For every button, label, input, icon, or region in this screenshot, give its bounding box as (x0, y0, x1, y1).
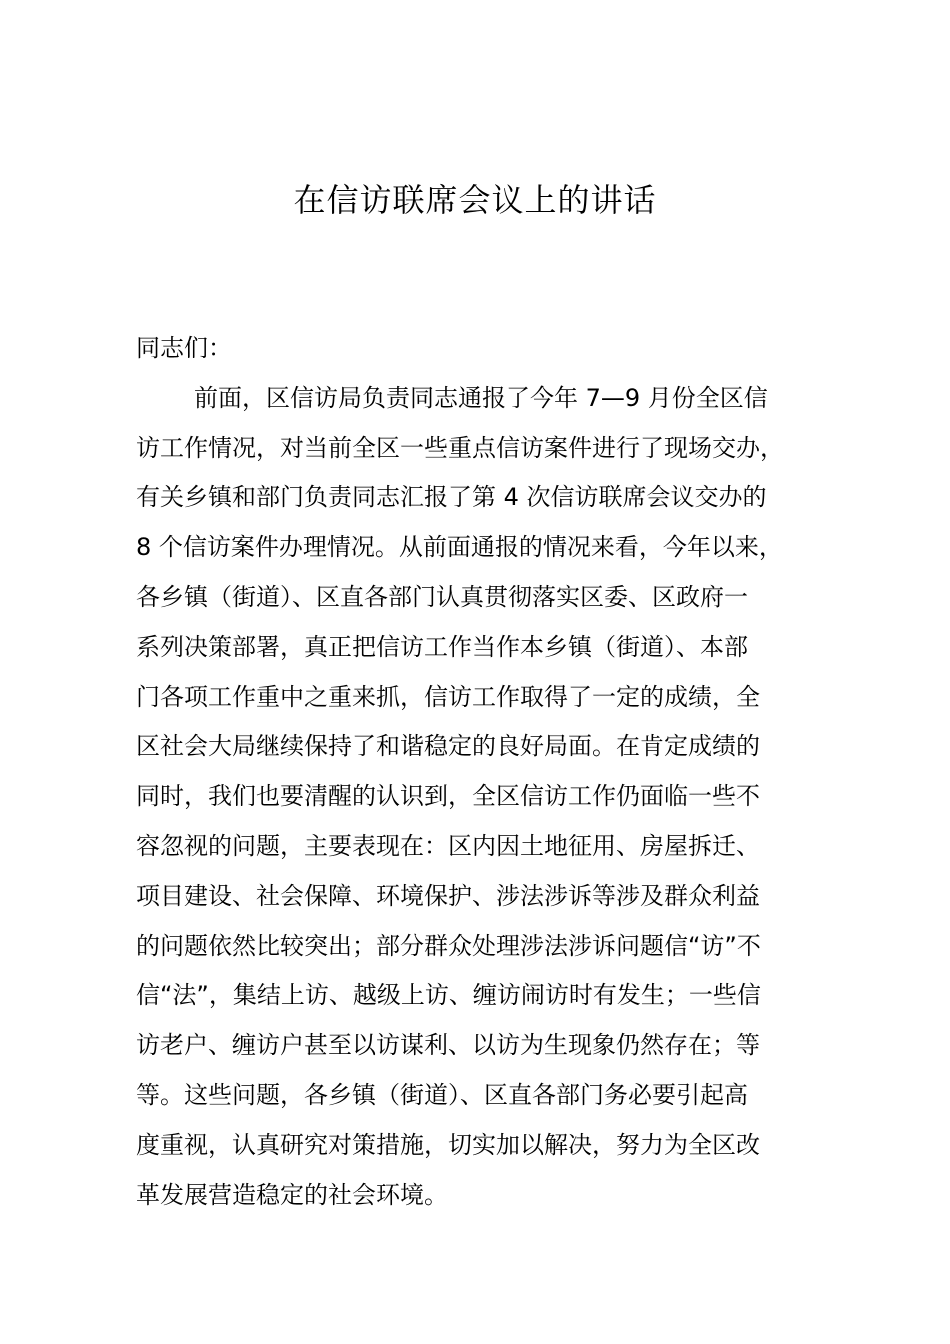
paragraph-line: 等。这些问题，各乡镇（街道）、区直各部门务必要引起高 (136, 1080, 748, 1109)
paragraph-line: 信“法”，集结上访、越级上访、缠访闹访时有发生；一些信 (136, 981, 761, 1010)
paragraph-line: 区社会大局继续保持了和谐稳定的良好局面。在肯定成绩的 (136, 732, 760, 761)
paragraph-line: 同时，我们也要清醒的认识到，全区信访工作仍面临一些不 (136, 782, 760, 811)
paragraph-line: 访老户、缠访户甚至以访谋利、以访为生现象仍然存在；等 (136, 1031, 760, 1060)
paragraph-line: 前面，区信访局负责同志通报了今年 7—9 月份全区信 (194, 383, 768, 412)
paragraph-line: 系列决策部署，真正把信访工作当作本乡镇（街道）、本部 (136, 632, 748, 661)
document-title: 在信访联席会议上的讲话 (293, 181, 657, 219)
paragraph-line: 度重视，认真研究对策措施，切实加以解决，努力为全区改 (136, 1130, 760, 1159)
salutation: 同志们： (136, 334, 232, 362)
document-body (136, 324, 826, 1220)
paragraph-line: 访工作情况，对当前全区一些重点信访案件进行了现场交办， (136, 433, 784, 462)
paragraph-line: 8 个信访案件办理情况。从前面通报的情况来看，今年以来， (136, 533, 783, 562)
paragraph-line: 门各项工作重中之重来抓，信访工作取得了一定的成绩，全 (136, 682, 760, 711)
paragraph-line: 容忽视的问题，主要表现在：区内因土地征用、房屋拆迁、 (136, 831, 760, 860)
paragraph-line: 有关乡镇和部门负责同志汇报了第 4 次信访联席会议交办的 (136, 483, 767, 512)
paragraph-line: 革发展营造稳定的社会环境。 (136, 1180, 448, 1209)
paragraph-line: 项目建设、社会保障、环境保护、涉法涉诉等涉及群众利益 (136, 881, 760, 910)
paragraph-line: 的问题依然比较突出；部分群众处理涉法涉诉问题信“访”不 (136, 931, 761, 960)
paragraph-line: 各乡镇（街道）、区直各部门认真贯彻落实区委、区政府一 (136, 582, 748, 611)
paragraph (136, 374, 826, 1221)
